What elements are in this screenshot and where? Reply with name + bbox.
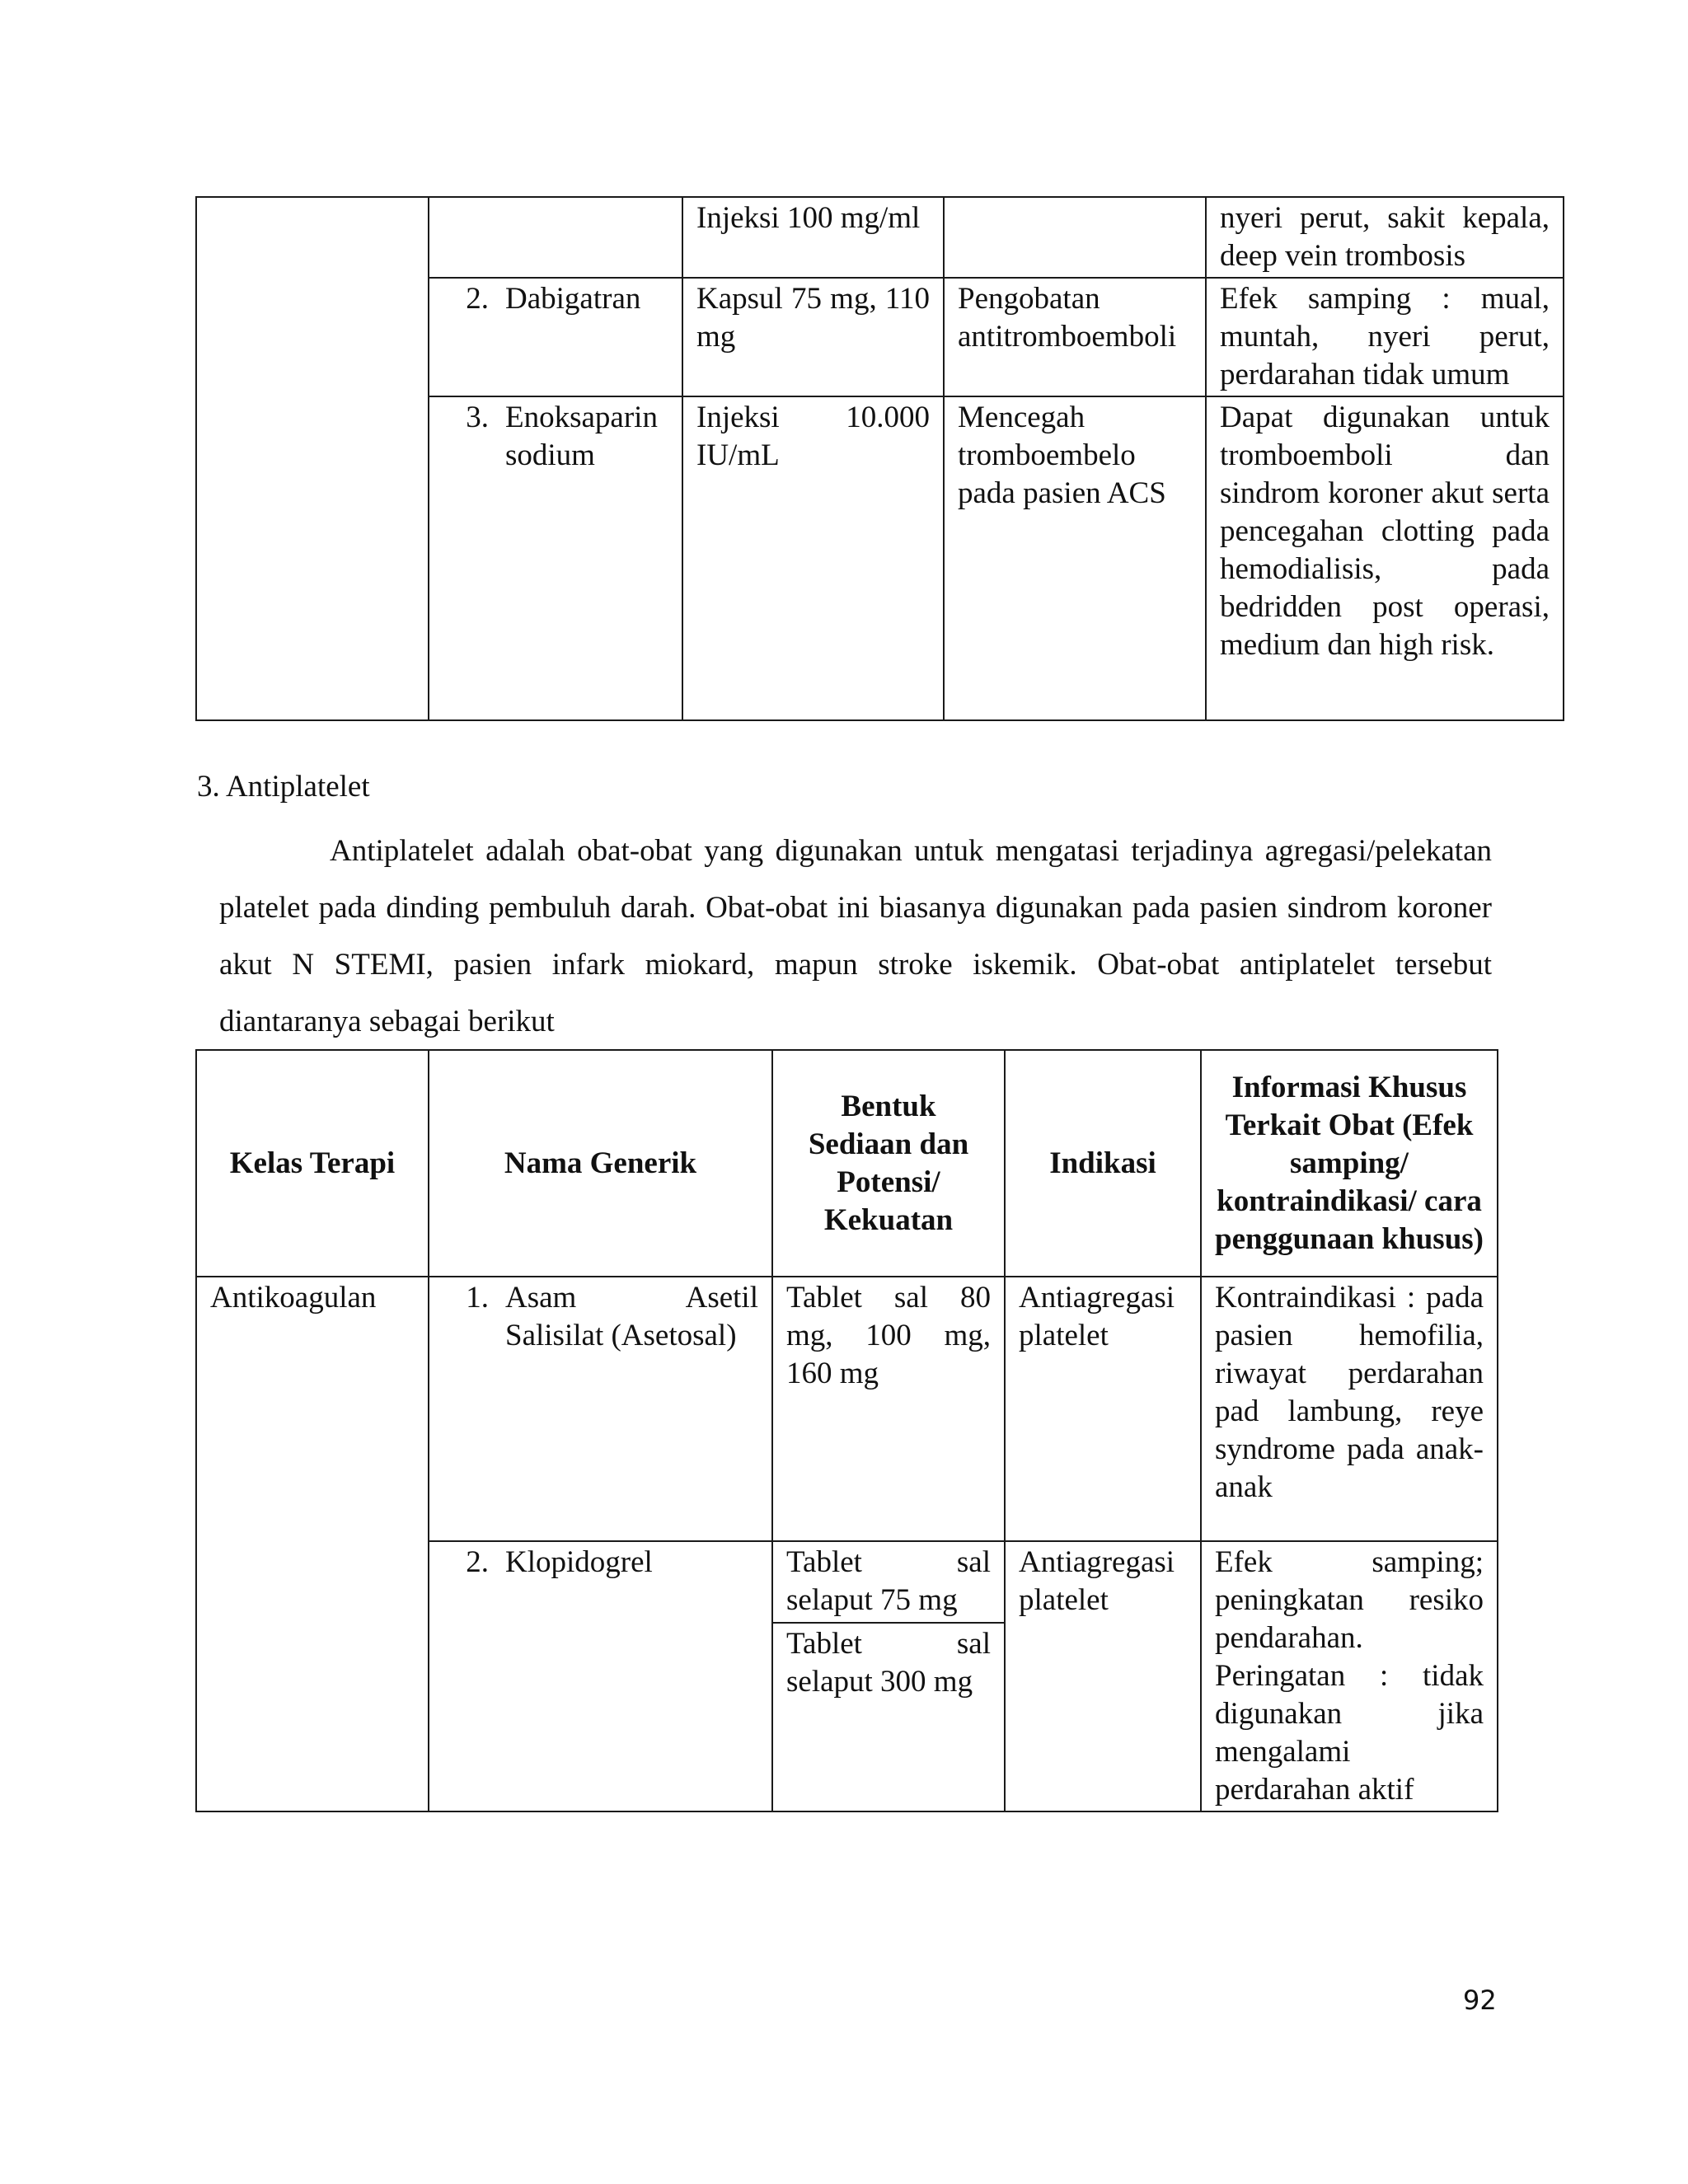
- indikasi-cell: Antiagregasi platelet: [1005, 1277, 1201, 1541]
- table-header-row: [196, 1050, 1498, 1277]
- nama-generik-cell: 1. Asam Asetil Salisilat (Asetosal): [429, 1277, 772, 1541]
- info-cell: Efek samping : mual, muntah, nyeri perut, perdarahan tidak umum: [1206, 278, 1564, 396]
- info-cell: Efek samping; peningkatan resiko pendarahan. Peringatan : tidak digunakan jika mengalami perdarahan aktif: [1201, 1541, 1498, 1811]
- info-cell: nyeri perut, sakit kepala, deep vein trombosis: [1206, 197, 1564, 278]
- section-heading: 3. Antiplatelet: [197, 770, 370, 804]
- kelas-terapi-cell: [196, 197, 429, 720]
- bentuk-cell: Tablet sal 80 mg, 100 mg, 160 mg: [772, 1277, 1005, 1541]
- indikasi-cell: Pengobatan antitromboemboli: [944, 278, 1206, 396]
- bentuk-cell: Kapsul 75 mg, 110 mg: [682, 278, 944, 396]
- info-cell: Kontraindikasi : pada pasien hemofilia, riwayat perdarahan pad lambung, reye syndrome pada anak-anak: [1201, 1277, 1498, 1541]
- header-informasi-khusus: Informasi Khusus Terkait Obat (Efek samping/ kontraindikasi/ cara penggunaan khusus): [1201, 1050, 1498, 1277]
- header-indikasi: Indikasi: [1005, 1050, 1201, 1277]
- antiplatelet-table: [195, 1049, 1498, 1812]
- header-kelas-terapi: Kelas Terapi: [196, 1050, 429, 1277]
- bentuk-cell: Tablet sal selaput 300 mg: [772, 1623, 1005, 1811]
- info-cell: Dapat digunakan untuk tromboemboli dan sindrom koroner akut serta pencegahan clotting pada hemodialisis, pada bedridden post operasi, medium dan high risk.: [1206, 396, 1564, 720]
- nama-generik-cell: 3. Enoksaparin sodium: [429, 396, 682, 720]
- page-number: 92: [1463, 1985, 1497, 2016]
- nama-generik-cell: 2. Klopidogrel: [429, 1541, 772, 1811]
- header-nama-generik: Nama Generik: [429, 1050, 772, 1277]
- table-row: [196, 197, 1564, 278]
- kelas-terapi-cell: Antikoagulan: [196, 1277, 429, 1811]
- bentuk-cell: Injeksi 10.000 IU/mL: [682, 396, 944, 720]
- indikasi-cell: Mencegah tromboembelo pada pasien ACS: [944, 396, 1206, 720]
- indikasi-cell: [944, 197, 1206, 278]
- table-row: [196, 1277, 1498, 1541]
- bentuk-cell: Tablet sal selaput 75 mg: [772, 1541, 1005, 1623]
- section-paragraph: Antiplatelet adalah obat-obat yang digunakan untuk mengatasi terjadinya agregasi/pelekatan platelet pada dinding pembuluh darah. Obat-obat ini biasanya digunakan pada pasien sindrom koroner akut N STEMI, pasien infark miokard, mapun stroke iskemik. Obat-obat antiplatelet tersebut diantaranya sebagai berikut: [219, 834, 1492, 1038]
- indikasi-cell: Antiagregasi platelet: [1005, 1541, 1201, 1811]
- nama-generik-cell: 2. Dabigatran: [429, 278, 682, 396]
- nama-generik-cell: [429, 197, 682, 278]
- header-bentuk-sediaan: Bentuk Sediaan dan Potensi/ Kekuatan: [772, 1050, 1005, 1277]
- continued-drug-table: [195, 196, 1564, 721]
- bentuk-cell: Injeksi 100 mg/ml: [682, 197, 944, 278]
